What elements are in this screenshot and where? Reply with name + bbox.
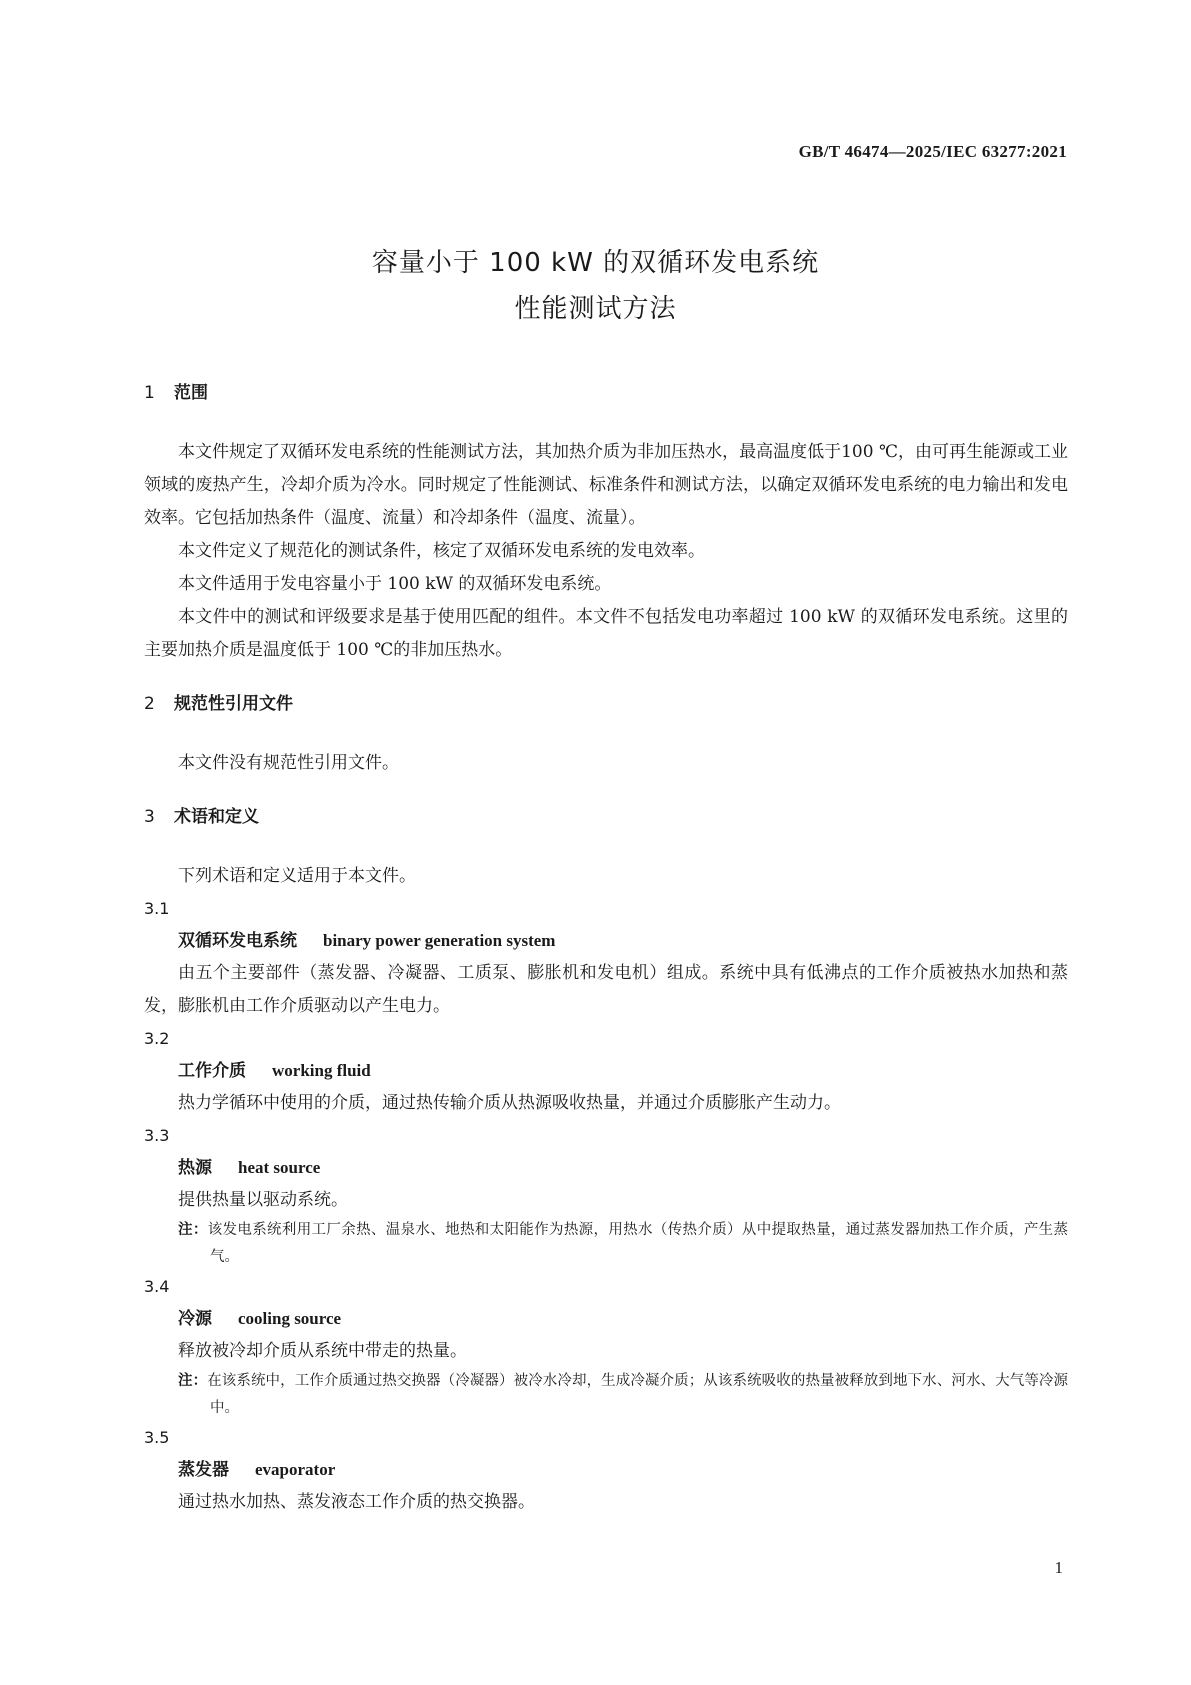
term-name-en: cooling source (238, 1309, 342, 1328)
term-name-zh: 工作介质 (178, 1061, 246, 1081)
term-heading (178, 925, 1068, 957)
section-heading-scope (144, 378, 1068, 408)
section-title: 规范性引用文件 (174, 694, 293, 714)
term-name-en: binary power generation system (323, 931, 556, 950)
section-number: 3 (144, 807, 155, 827)
term-definition: 提供热量以驱动系统。 (178, 1190, 348, 1210)
term-heading (178, 1152, 1068, 1184)
document-title-line2: 性能测试方法 (514, 294, 677, 324)
section-title: 术语和定义 (174, 807, 259, 827)
section-title: 范围 (174, 383, 208, 403)
note-label: 注： (178, 1222, 208, 1238)
document-title-line1: 容量小于 100 kW 的双循环发电系统 (371, 248, 820, 278)
note-text: 该发电系统利用工厂余热、温泉水、地热和太阳能作为热源，用热水（传热介质）从中提取热量，通过蒸发器加热工作介质，产生蒸气。 (207, 1222, 1069, 1265)
section-number: 1 (144, 383, 155, 403)
term-heading (178, 1454, 1068, 1486)
note-label: 注： (178, 1373, 208, 1389)
section-heading-normative-references (144, 689, 1068, 719)
term-definition: 通过热水加热、蒸发液态工作介质的热交换器。 (178, 1492, 535, 1512)
section-heading-terms (144, 802, 1068, 832)
term-name-zh: 蒸发器 (178, 1460, 229, 1480)
term-heading (178, 1303, 1068, 1335)
document-body (144, 378, 1068, 1519)
paragraph: 本文件适用于发电容量小于 100 kW 的双循环发电系统。 (178, 574, 612, 594)
term-number: 3.3 (144, 1126, 170, 1145)
term-name-zh: 双循环发电系统 (178, 931, 297, 951)
term-name-zh: 冷源 (178, 1309, 212, 1329)
term-number: 3.2 (144, 1029, 170, 1048)
paragraph: 下列术语和定义适用于本文件。 (178, 866, 416, 886)
term-definition: 释放被冷却介质从系统中带走的热量。 (178, 1341, 467, 1361)
paragraph: 本文件规定了双循环发电系统的性能测试方法，其加热介质为非加压热水，最高温度低于100 ℃，由可再生能源或工业领域的废热产生，冷却介质为冷水。同时规定了性能测试、标准条件和测试方法，以确定双循环发电系统的电力输出和发电效率。它包括加热条件（温度、流量）和冷却条件（温度、流量）。 (144, 442, 1068, 528)
term-note (178, 1368, 1068, 1422)
term-name-en: evaporator (255, 1460, 336, 1479)
term-name-en: working fluid (272, 1061, 371, 1080)
term-heading (178, 1055, 1068, 1087)
section-number: 2 (144, 694, 155, 714)
note-text: 在该系统中，工作介质通过热交换器（冷凝器）被冷水冷却，生成冷凝介质；从该系统吸收的热量被释放到地下水、河水、大气等冷源中。 (207, 1373, 1068, 1416)
paragraph: 本文件没有规范性引用文件。 (178, 753, 399, 773)
paragraph: 本文件中的测试和评级要求是基于使用匹配的组件。本文件不包括发电功率超过 100 kW 的双循环发电系统。这里的主要加热介质是温度低于 100 ℃的非加压热水。 (144, 607, 1068, 660)
term-definition: 由五个主要部件（蒸发器、冷凝器、工质泵、膨胀机和发电机）组成。系统中具有低沸点的工作介质被热水加热和蒸发，膨胀机由工作介质驱动以产生电力。 (144, 963, 1068, 1016)
term-number: 3.5 (144, 1428, 170, 1447)
term-name-zh: 热源 (178, 1158, 212, 1178)
term-number: 3.4 (144, 1277, 170, 1296)
page-number: 1 (1054, 1558, 1063, 1577)
term-definition: 热力学循环中使用的介质，通过热传输介质从热源吸收热量，并通过介质膨胀产生动力。 (178, 1093, 841, 1113)
term-name-en: heat source (238, 1158, 321, 1177)
term-number: 3.1 (144, 899, 170, 918)
paragraph: 本文件定义了规范化的测试条件，核定了双循环发电系统的发电效率。 (178, 541, 705, 561)
term-note (178, 1217, 1068, 1271)
standard-code: GB/T 46474—2025/IEC 63277:2021 (798, 142, 1067, 161)
